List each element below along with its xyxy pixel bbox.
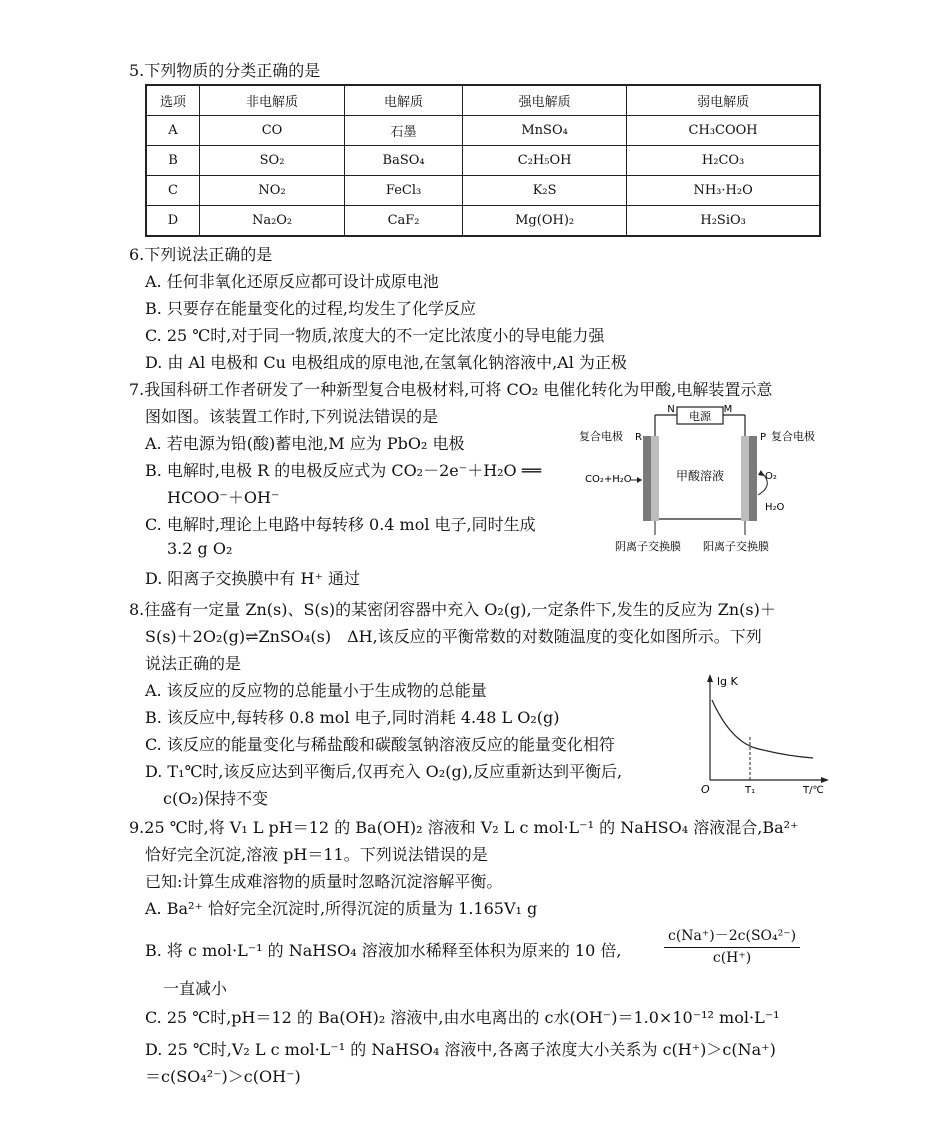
fraction-numerator: c(Na⁺)－2c(SO₄²⁻) (664, 925, 800, 948)
table-row (146, 176, 820, 206)
table-cell: C (146, 176, 200, 206)
input-label: CO₂+H₂O (585, 474, 632, 485)
table-cell: H₂CO₃ (627, 146, 820, 176)
q9-stem-line3: 已知:计算生成难溶物的质量时忽略沉淀溶解平衡。 (145, 872, 503, 891)
cation-membrane-label: 阳离子交换膜 (703, 540, 769, 553)
q6-option-b: B. 只要存在能量变化的过程,均发生了化学反应 (145, 299, 477, 318)
x-axis-label: T/℃ (803, 785, 824, 796)
table-row (146, 206, 820, 237)
table-cell: NO₂ (200, 176, 345, 206)
q8-option-b: B. 该反应中,每转移 0.8 mol 电子,同时消耗 4.48 L O₂(g) (145, 708, 560, 727)
q6-option-a: A. 任何非氧化还原反应都可设计成原电池 (145, 272, 439, 291)
q8-option-a: A. 该反应的反应物的总能量小于生成物的总能量 (145, 681, 487, 700)
q9-option-c: C. 25 ℃时,pH＝12 的 Ba(OH)₂ 溶液中,由水电离出的 c水(OH⁻)＝1.0×10⁻¹² mol·L⁻¹ (145, 1008, 780, 1027)
q7-option-d: D. 阳离子交换膜中有 H⁺ 通过 (145, 569, 361, 588)
fraction-denominator: c(H⁺) (712, 950, 752, 966)
q9-option-a: A. Ba²⁺ 恰好完全沉淀时,所得沉淀的质量为 1.165V₁ g (145, 899, 538, 918)
q8-stem-line1: 8.往盛有一定量 Zn(s)、S(s)的某密闭容器中充入 O₂(g),一定条件下,发生的反应为 Zn(s)＋ (129, 600, 776, 619)
q8-stem-line3: 说法正确的是 (145, 654, 242, 673)
q9-option-d: D. 25 ℃时,V₂ L c mol·L⁻¹ 的 NaHSO₄ 溶液中,各离子浓度大小关系为 c(H⁺)＞c(Na⁺) (145, 1040, 776, 1059)
q9-stem-line2: 恰好完全沉淀,溶液 pH＝11。下列说法错误的是 (145, 845, 488, 864)
table-cell: CH₃COOH (627, 116, 820, 146)
q7-option-c: C. 电解时,理论上电路中每转移 0.4 mol 电子,同时生成 (145, 515, 536, 534)
q7-option-a: A. 若电源为铅(酸)蓄电池,M 应为 PbO₂ 电极 (145, 434, 465, 453)
lgk-curve (712, 700, 813, 758)
table-cell: CaF₂ (345, 206, 463, 237)
table-cell: Mg(OH)₂ (463, 206, 627, 237)
table-cell: B (146, 146, 200, 176)
table-header: 电解质 (345, 85, 463, 116)
electrode-r (643, 436, 651, 521)
table-cell: BaSO₄ (345, 146, 463, 176)
x-axis-arrow (821, 777, 829, 783)
q9-option-d-cont: ＝c(SO₄²⁻)＞c(OH⁻) (145, 1067, 301, 1086)
q7-option-b: B. 电解时,电极 R 的电极反应式为 CO₂－2e⁻＋H₂O ══ (145, 461, 542, 480)
q7-stem-line2: 图如图。该装置工作时,下列说法错误的是 (145, 407, 439, 426)
electrode-p-label: P (760, 432, 767, 443)
table-header: 选项 (146, 85, 200, 116)
q6-option-d: D. 由 Al 电极和 Cu 电极组成的原电池,在氢氧化钠溶液中,Al 为正极 (145, 353, 627, 372)
table-cell: 石墨 (345, 116, 463, 146)
t1-label: T₁ (745, 785, 756, 796)
y-axis-label: lg K (717, 675, 738, 688)
o2-label: O₂ (765, 471, 777, 482)
q9-option-b-fraction (664, 925, 800, 966)
left-electrode-label: 复合电极 (579, 430, 623, 443)
q7-option-c-cont: 3.2 g O₂ (167, 539, 233, 558)
table-header-row (146, 85, 820, 116)
electrode-r-label: R (635, 432, 642, 443)
o2-arrowhead (758, 470, 764, 476)
electrode-p (749, 436, 757, 521)
table-cell: C₂H₅OH (463, 146, 627, 176)
q5-stem: 5.下列物质的分类正确的是 (129, 61, 321, 80)
electrolysis-diagram (575, 400, 835, 560)
table-cell: D (146, 206, 200, 237)
table-row (146, 116, 820, 146)
q8-option-d: D. T₁℃时,该反应达到平衡后,仅再充入 O₂(g),反应重新达到平衡后, (145, 762, 623, 781)
q7-option-b-cont: HCOO⁻＋OH⁻ (167, 488, 280, 507)
table-cell: FeCl₃ (345, 176, 463, 206)
q8-option-d-cont: c(O₂)保持不变 (163, 789, 268, 808)
q9-option-b-cont: 一直减小 (163, 979, 228, 998)
table-cell: NH₃·H₂O (627, 176, 820, 206)
table-row (146, 146, 820, 176)
table-cell: MnSO₄ (463, 116, 627, 146)
y-axis-arrow (707, 674, 713, 682)
table-header: 强电解质 (463, 85, 627, 116)
power-source-label: 电源 (689, 410, 711, 423)
table-cell: CO (200, 116, 345, 146)
q6-stem: 6.下列说法正确的是 (129, 245, 273, 264)
origin-label: O (701, 783, 710, 796)
terminal-m-label: M (723, 404, 733, 415)
anion-membrane (651, 436, 659, 521)
input-arrowhead (637, 477, 642, 483)
q7-stem-line1: 7.我国科研工作者研发了一种新型复合电极材料,可将 CO₂ 电催化转化为甲酸,电解装置示意 (129, 380, 773, 399)
h2o-label: H₂O (765, 502, 785, 513)
table-cell: H₂SiO₃ (627, 206, 820, 237)
classification-table (145, 84, 821, 237)
anion-membrane-label: 阴离子交换膜 (615, 540, 681, 553)
q9-stem-line1: 9.25 ℃时,将 V₁ L pH＝12 的 Ba(OH)₂ 溶液和 V₂ L c mol·L⁻¹ 的 NaHSO₄ 溶液混合,Ba²⁺ (129, 818, 799, 837)
terminal-n-label: N (667, 404, 675, 415)
q9-option-b: B. 将 c mol·L⁻¹ 的 NaHSO₄ 溶液加水稀释至体积为原来的 10 倍, (145, 941, 622, 960)
table-cell: SO₂ (200, 146, 345, 176)
q8-stem-line2: S(s)＋2O₂(g)⇌ZnSO₄(s) ΔH,该反应的平衡常数的对数随温度的变化如图所示。下列 (145, 627, 762, 646)
lgk-temperature-graph (695, 670, 835, 798)
q8-option-c: C. 该反应的能量变化与稀盐酸和碳酸氢钠溶液反应的能量变化相符 (145, 735, 615, 754)
table-cell: A (146, 116, 200, 146)
q6-option-c: C. 25 ℃时,对于同一物质,浓度大的不一定比浓度小的导电能力强 (145, 326, 605, 345)
table-cell: K₂S (463, 176, 627, 206)
solution-label: 甲酸溶液 (675, 469, 725, 483)
cation-membrane (741, 436, 749, 521)
table-cell: Na₂O₂ (200, 206, 345, 237)
table-header: 非电解质 (200, 85, 345, 116)
right-electrode-label: 复合电极 (771, 430, 815, 443)
table-header: 弱电解质 (627, 85, 820, 116)
